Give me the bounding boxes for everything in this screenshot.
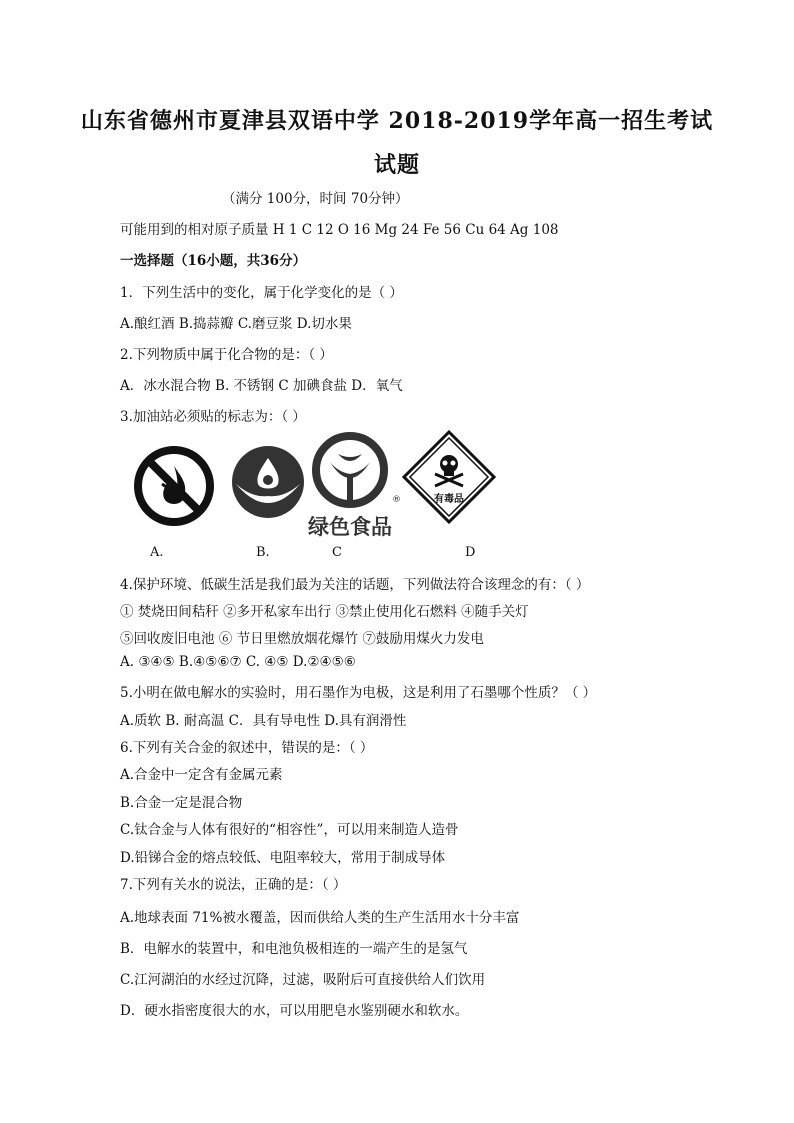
no-fire-icon [132, 444, 216, 528]
q6-option-a: A.合金中一定含有金属元素 [120, 767, 283, 783]
title-line-2: 试题 [373, 152, 420, 178]
q4-stem: 4.保护环境、低碳生活是我们最为关注的话题，下列做法符合该理念的有：（ ） [120, 577, 590, 593]
q6-option-b: B.合金一定是混合物 [120, 795, 243, 811]
q4-items-1: ① 焚烧田间秸秆 ②多开私家车出行 ③禁止使用化石燃料 ④随手关灯 [120, 604, 529, 620]
q1-stem: 1．下列生活中的变化，属于化学变化的是（ ） [120, 285, 403, 301]
title-line-1: 山东省德州市夏津县双语中学 2018-2019学年高一招生考试 [80, 108, 714, 134]
q3-icon-group [128, 428, 508, 568]
section-heading: 一选择题（16小题，共36分） [120, 253, 307, 269]
q2-options: A．冰水混合物 B. 不锈钢 C 加碘食盐 D．氧气 [120, 378, 403, 394]
q7-option-d: D．硬水指密度很大的水，可以用肥皂水鉴别硬水和软水。 [120, 1003, 469, 1019]
q3-stem: 3.加油站必须贴的标志为：（ ） [120, 409, 306, 425]
q7-option-c: C.江河湖泊的水经过沉降，过滤，吸附后可直接供给人们饮用 [120, 972, 486, 988]
q5-stem: 5.小明在做电解水的实验时，用石墨作为电极，这是利用了石墨哪个性质？（ ） [120, 685, 597, 701]
icon-label-c: C [332, 545, 342, 560]
q5-options: A.质软 B. 耐高温 C．具有导电性 D.具有润滑性 [120, 713, 407, 729]
q6-option-c: C.钛合金与人体有很好的“相容性”，可以用来制造人造骨 [120, 822, 459, 838]
icon-label-d: D [465, 545, 476, 560]
water-saving-icon [228, 442, 308, 522]
green-food-icon [300, 432, 400, 544]
toxic-text: 有毒品 [434, 494, 464, 505]
q7-stem: 7.下列有关水的说法，正确的是：（ ） [120, 877, 347, 893]
green-food-text: 绿色食品 [308, 515, 392, 539]
q2-stem: 2.下列物质中属于化合物的是：（ ） [120, 347, 333, 363]
q4-items-2: ⑤回收废旧电池 ⑥ 节日里燃放烟花爆竹 ⑦鼓励用煤火力发电 [120, 631, 484, 647]
icon-label-b: B. [256, 545, 270, 560]
subtitle: （满分 100分，时间 70分钟） [222, 191, 409, 207]
q6-option-d: D.铅锑合金的熔点较低、电阻率较大，常用于制成导体 [120, 850, 446, 866]
q6-stem: 6.下列有关合金的叙述中，错误的是：（ ） [120, 740, 374, 756]
q4-options: A. ③④⑤ B.④⑤⑥⑦ C. ④⑤ D.②④⑤⑥ [120, 654, 356, 670]
q1-options: A.酿红酒 B.捣蒜瓣 C.磨豆浆 D.切水果 [120, 316, 352, 332]
icon-label-a: A. [150, 545, 164, 560]
q7-option-a: A.地球表面 71%被水覆盖，因而供给人类的生产生活用水十分丰富 [120, 910, 520, 926]
atomic-masses: 可能用到的相对原子质量 H 1 C 12 O 16 Mg 24 Fe 56 Cu 64 Ag 108 [120, 222, 559, 238]
toxic-warning-icon [402, 430, 496, 524]
svg-text:®: ® [392, 495, 401, 505]
q7-option-b: B．电解水的装置中，和电池负极相连的一端产生的是氢气 [120, 941, 468, 957]
